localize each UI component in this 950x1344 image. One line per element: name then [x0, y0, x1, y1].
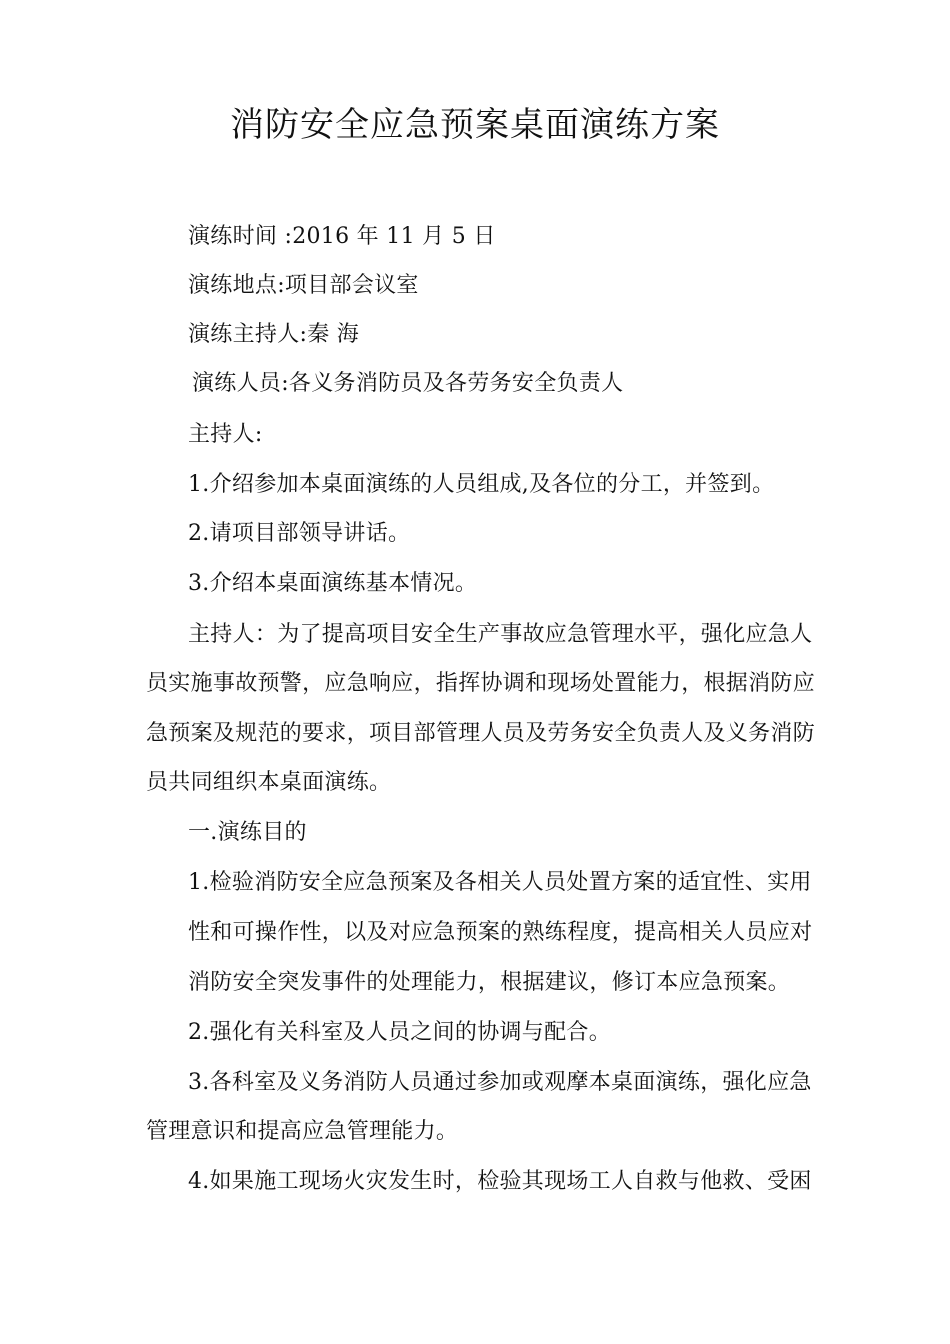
- drill-time-line: 演练时间 :2016 年 11 月 5 日: [188, 224, 496, 249]
- host-statement-line-1: 主持人：为了提高项目安全生产事故应急管理水平，强化应急人: [188, 622, 813, 647]
- host-label-line: 主持人:: [188, 422, 263, 447]
- document-title: 消防安全应急预案桌面演练方案: [230, 105, 720, 145]
- drill-participants-line: 演练人员:各义务消防员及各劳务安全负责人: [192, 371, 624, 396]
- purpose-2: 2.强化有关科室及人员之间的协调与配合。: [188, 1020, 611, 1045]
- purpose-4-line-1: 4.如果施工现场火灾发生时，检验其现场工人自救与他救、受困: [188, 1169, 812, 1194]
- host-step-3: 3.介绍本桌面演练基本情况。: [188, 571, 478, 596]
- host-statement-line-3: 急预案及规范的要求，项目部管理人员及劳务安全负责人及义务消防: [146, 721, 816, 746]
- purpose-3-line-2: 管理意识和提高应急管理能力。: [146, 1119, 459, 1144]
- drill-host-line: 演练主持人:秦 海: [188, 322, 360, 347]
- host-step-1: 1.介绍参加本桌面演练的人员组成,及各位的分工，并签到。: [188, 472, 775, 497]
- section-heading-purpose: 一.演练目的: [188, 820, 307, 845]
- purpose-3-line-1: 3.各科室及义务消防人员通过参加或观摩本桌面演练，强化应急: [188, 1070, 812, 1095]
- host-step-2: 2.请项目部领导讲话。: [188, 521, 411, 546]
- host-statement-line-4: 员共同组织本桌面演练。: [146, 770, 392, 795]
- purpose-1-line-2: 性和可操作性，以及对应急预案的熟练程度，提高相关人员应对: [188, 920, 813, 945]
- purpose-1-line-3: 消防安全突发事件的处理能力，根据建议，修订本应急预案。: [188, 970, 791, 995]
- purpose-1-line-1: 1.检验消防安全应急预案及各相关人员处置方案的适宜性、实用: [188, 870, 812, 895]
- host-statement-line-2: 员实施事故预警，应急响应，指挥协调和现场处置能力，根据消防应: [146, 671, 816, 696]
- drill-location-line: 演练地点:项目部会议室: [188, 273, 419, 298]
